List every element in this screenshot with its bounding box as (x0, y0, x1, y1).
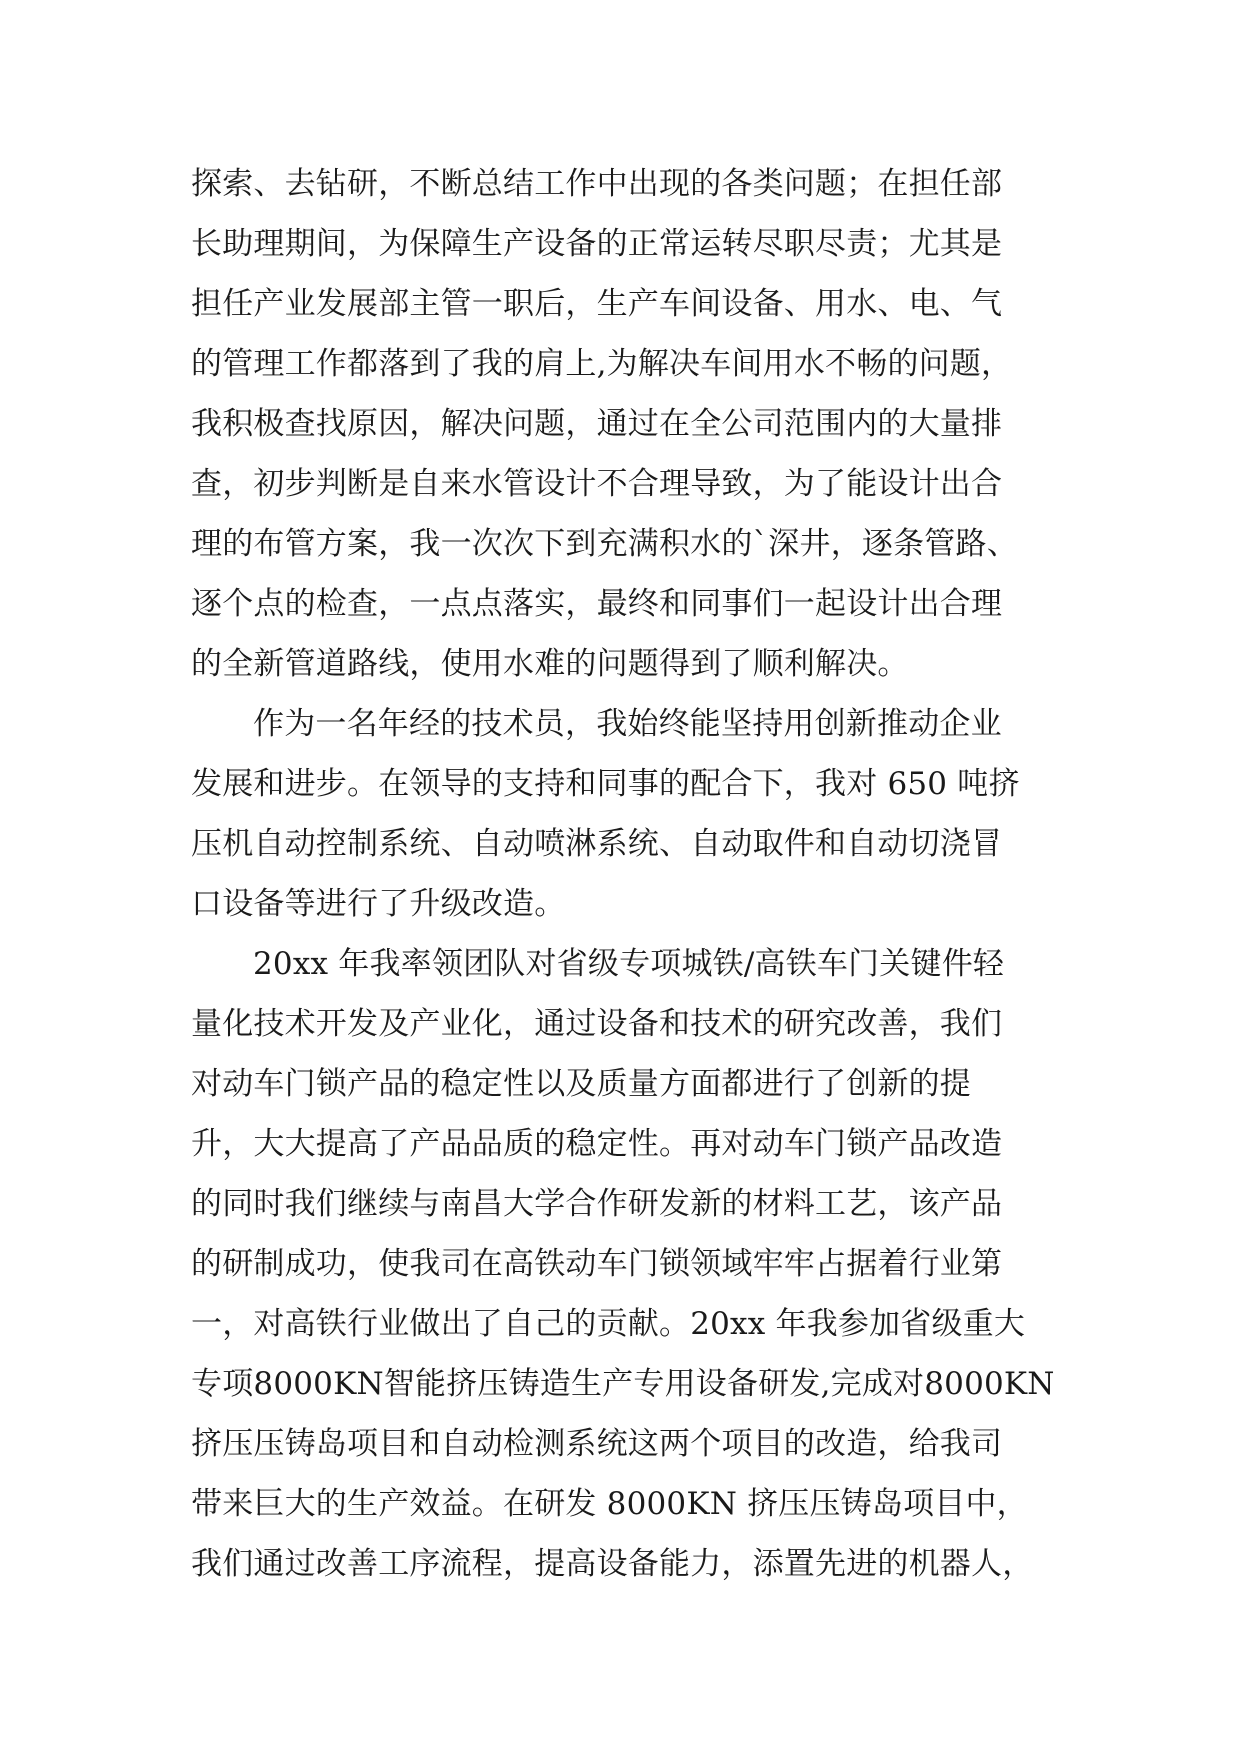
text-line: 挤压压铸岛项目和自动检测系统这两个项目的改造，给我司 (191, 1426, 1003, 1462)
text-line: 口设备等进行了升级改造。 (191, 886, 566, 922)
text-line: 带来巨大的生产效益。在研发 8000KN 挤压压铸岛项目中， (191, 1486, 1028, 1522)
text-line: 的研制成功，使我司在高铁动车门锁领域牢牢占据着行业第 (191, 1246, 1003, 1282)
text-line: 探索、去钻研，不断总结工作中出现的各类问题；在担任部 (191, 166, 1003, 202)
paragraph-first-line: 作为一名年经的技术员，我始终能坚持用创新推动企业 (253, 706, 1002, 742)
text-line: 担任产业发展部主管一职后，生产车间设备、用水、电、气 (191, 286, 1003, 322)
text-line: 专项8000KN智能挤压铸造生产专用设备研发,完成对8000KN (191, 1366, 1055, 1402)
text-line: 升，大大提高了产品品质的稳定性。再对动车门锁产品改造 (191, 1126, 1003, 1162)
text-line: 压机自动控制系统、自动喷淋系统、自动取件和自动切浇冒 (191, 826, 1003, 862)
text-line: 发展和进步。在领导的支持和同事的配合下，我对 650 吨挤 (191, 766, 1020, 802)
text-line: 我们通过改善工序流程，提高设备能力，添置先进的机器人， (191, 1546, 1034, 1582)
text-line: 查，初步判断是自来水管设计不合理导致，为了能设计出合 (191, 466, 1003, 502)
text-line: 长助理期间，为保障生产设备的正常运转尽职尽责；尤其是 (191, 226, 1003, 262)
text-line: 量化技术开发及产业化，通过设备和技术的研究改善，我们 (191, 1006, 1003, 1042)
text-line: 的同时我们继续与南昌大学合作研发新的材料工艺，该产品 (191, 1186, 1003, 1222)
text-line: 逐个点的检查，一点点落实，最终和同事们一起设计出合理 (191, 586, 1003, 622)
text-line: 的全新管道路线，使用水难的问题得到了顺利解决。 (191, 646, 909, 682)
text-line: 一，对高铁行业做出了自己的贡献。20xx 年我参加省级重大 (191, 1306, 1026, 1342)
text-line: 我积极查找原因，解决问题，通过在全公司范围内的大量排 (191, 406, 1003, 442)
text-line: 的管理工作都落到了我的肩上,为解决车间用水不畅的问题， (191, 346, 1013, 382)
text-line: 对动车门锁产品的稳定性以及质量方面都进行了创新的提 (191, 1066, 971, 1102)
text-line: 理的布管方案，我一次次下到充满积水的`深井，逐条管路、 (191, 526, 1018, 562)
paragraph-first-line: 20xx 年我率领团队对省级专项城铁/高铁车门关键件轻 (253, 946, 1005, 982)
